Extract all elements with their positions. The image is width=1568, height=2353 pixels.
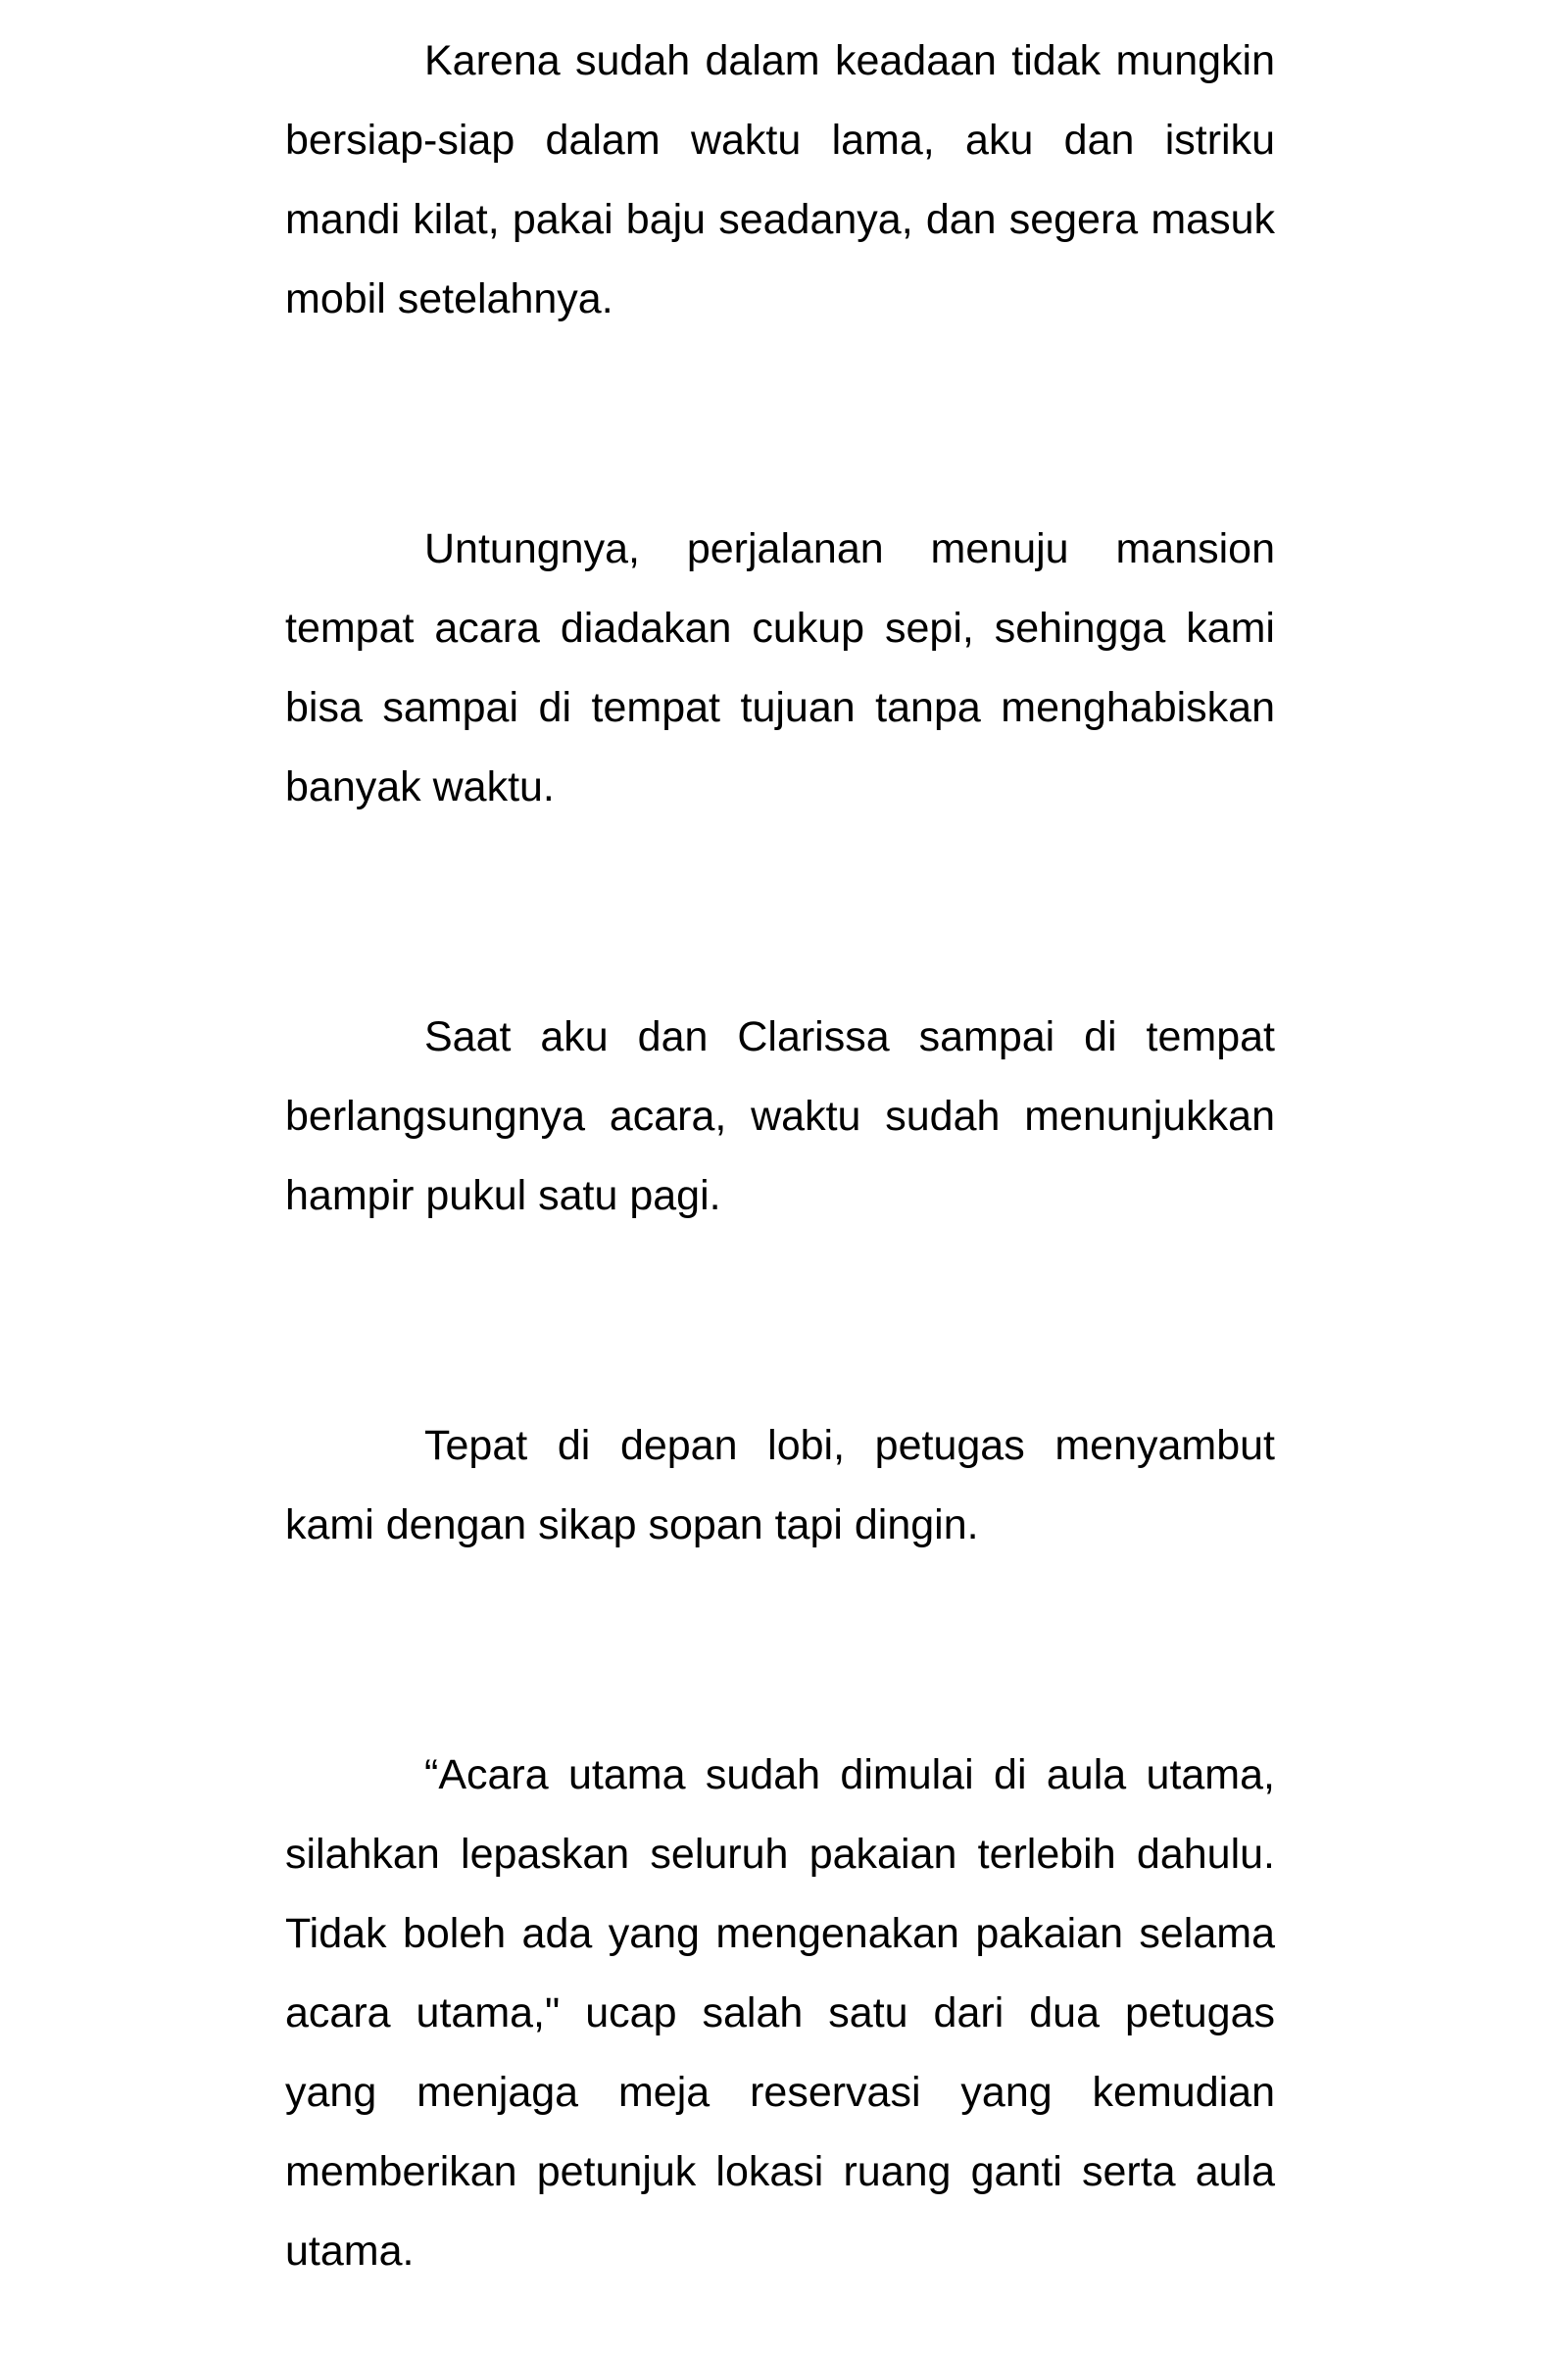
paragraph-5: “Acara utama sudah dimulai di aula utama, silahkan lepaskan seluruh pakaian terlebih dahulu. Tidak boleh ada yang mengenakan pakaian selama acara utama," ucap salah satu dari dua petugas yang menjaga meja reservasi yang kemudian memberikan petunjuk lokasi ruang ganti serta aula utama. <box>285 1751 1275 2275</box>
paragraph-1: Karena sudah dalam keadaan tidak mungkin bersiap-siap dalam waktu lama, aku dan istriku mandi kilat, pakai baju seadanya, dan segera masuk mobil setelahnya. <box>285 37 1275 322</box>
paragraph-2: Untungnya, perjalanan menuju mansion tempat acara diadakan cukup sepi, sehingga kami bisa sampai di tempat tujuan tanpa menghabiskan banyak waktu. <box>285 525 1275 810</box>
paragraph-spacer <box>285 1236 1275 1406</box>
paragraph-4: Tepat di depan lobi, petugas menyambut kami dengan sikap sopan tapi dingin. <box>285 1422 1275 1548</box>
paragraph-spacer <box>285 827 1275 998</box>
paragraph-3: Saat aku dan Clarissa sampai di tempat berlangsungnya acara, waktu sudah menunjukkan hampir pukul satu pagi. <box>285 1013 1275 1219</box>
paragraph-spacer <box>285 339 1275 510</box>
text-column <box>285 22 1275 2291</box>
paragraph-spacer <box>285 1565 1275 1736</box>
